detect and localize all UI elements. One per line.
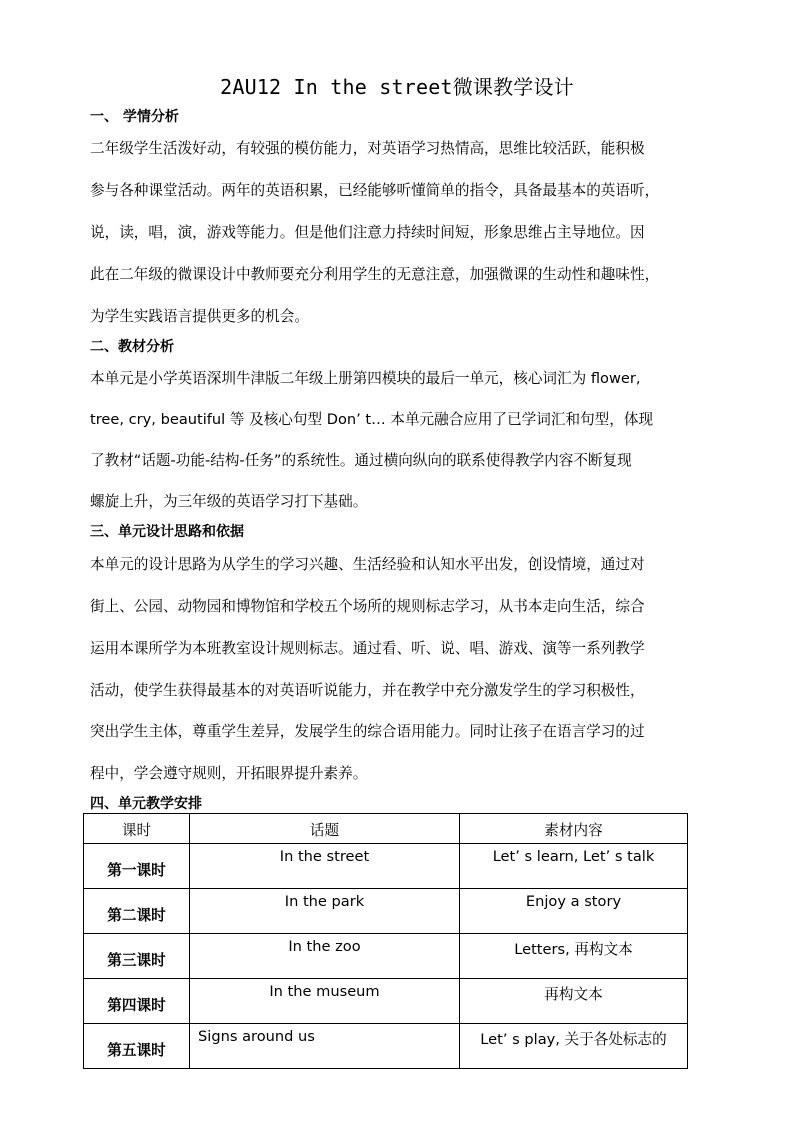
header-lesson: 课时: [84, 814, 190, 844]
table-row: [84, 1024, 688, 1069]
paragraph-line: 此在二年级的微课设计中教师要充分利用学生的无意注意，加强微课的生动性和趣味性，: [90, 266, 660, 283]
section-heading-3: 三、单元设计思路和依据: [90, 524, 244, 540]
schedule-table: [83, 813, 688, 1069]
lesson-cell: 第一课时: [84, 844, 190, 889]
lesson-cell: 第二课时: [84, 889, 190, 934]
material-cell: Enjoy a story: [460, 889, 688, 934]
section-heading-1: 一、 学情分析: [90, 109, 179, 125]
topic-cell: In the park: [190, 889, 460, 934]
header-topic: 话题: [190, 814, 460, 844]
topic-cell: In the street: [190, 844, 460, 889]
paragraph-line: 二年级学生活泼好动，有较强的模仿能力，对英语学习热情高，思维比较活跃，能积极: [90, 140, 645, 157]
header-material: 素材内容: [460, 814, 688, 844]
paragraph-line: 程中，学会遵守规则，开拓眼界提升素养。: [90, 765, 368, 782]
material-cell: Let’ s play, 关于各处标志的: [460, 1024, 688, 1069]
document-title: [0, 72, 794, 102]
paragraph-line: 为学生实践语言提供更多的机会。: [90, 308, 309, 325]
section-heading-2: 二、教材分析: [90, 339, 174, 355]
lesson-cell: 第四课时: [84, 979, 190, 1024]
topic-cell: In the zoo: [190, 934, 460, 979]
paragraph-line: 参与各种课堂活动。两年的英语积累，已经能够听懂简单的指令，具备最基本的英语听，: [90, 182, 660, 199]
paragraph-line: 突出学生主体，尊重学生差异，发展学生的综合语用能力。同时让孩子在语言学习的过: [90, 723, 645, 740]
material-cell: 再构文本: [460, 979, 688, 1024]
section-heading-4: 四、单元教学安排: [90, 796, 202, 812]
paragraph-line: 说，读，唱，演，游戏等能力。但是他们注意力持续时间短，形象思维占主导地位。因: [90, 224, 645, 241]
paragraph-line: 螺旋上升，为三年级的英语学习打下基础。: [90, 493, 368, 510]
table-row: [84, 889, 688, 934]
paragraph-line: 本单元的设计思路为从学生的学习兴趣、生活经验和认知水平出发，创设情境，通过对: [90, 556, 645, 573]
title-chinese: 微课教学设计: [452, 75, 574, 99]
paragraph-line: 本单元是小学英语深圳牛津版二年级上册第四模块的最后一单元，核心词汇为 flower,: [90, 370, 641, 387]
topic-cell: Signs around us: [190, 1024, 460, 1069]
table-header-row: [84, 814, 688, 844]
table-row: [84, 934, 688, 979]
title-english: 2AU12 In the street: [220, 75, 453, 99]
topic-cell: In the museum: [190, 979, 460, 1024]
material-cell: Let’ s learn, Let’ s talk: [460, 844, 688, 889]
lesson-cell: 第五课时: [84, 1024, 190, 1069]
paragraph-line: tree, cry, beautiful 等 及核心句型 Don’ t… 本单元融合应用了已学词汇和句型，体现: [90, 411, 654, 428]
paragraph-line: 运用本课所学为本班教室设计规则标志。通过看、听、说、唱、游戏、演等一系列教学: [90, 640, 645, 657]
paragraph-line: 了教材“话题-功能-结构-任务”的系统性。通过横向纵向的联系使得教学内容不断复现: [90, 452, 632, 469]
paragraph-line: 活动，使学生获得最基本的对英语听说能力，并在教学中充分激发学生的学习积极性，: [90, 682, 645, 699]
material-cell: Letters, 再构文本: [460, 934, 688, 979]
paragraph-line: 街上、公园、动物园和博物馆和学校五个场所的规则标志学习，从书本走向生活，综合: [90, 598, 645, 615]
table-row: [84, 844, 688, 889]
table-row: [84, 979, 688, 1024]
lesson-cell: 第三课时: [84, 934, 190, 979]
